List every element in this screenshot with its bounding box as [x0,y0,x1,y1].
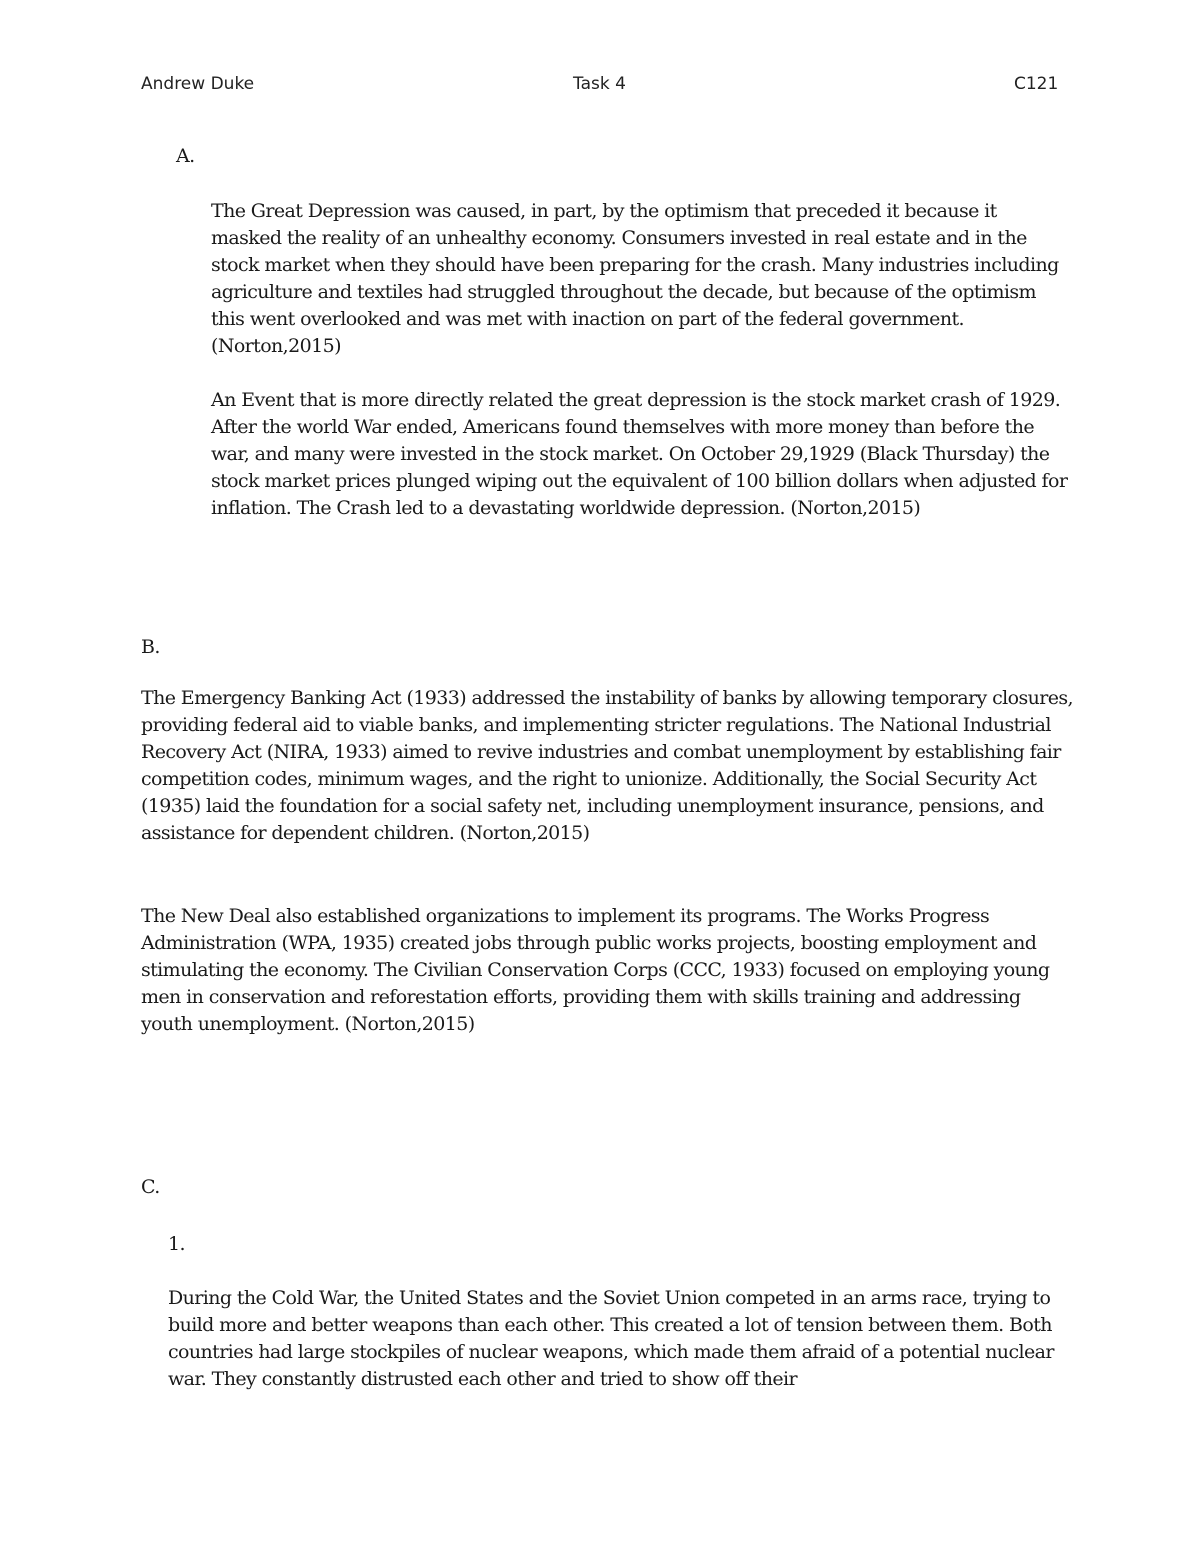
section-c-paragraph-1: During the Cold War, the United States and the Soviet Union competed in an arms race, trying to build more and better weapons than each other. This created a lot of tension between them. Both countries had large stockpiles of nuclear weapons, which made them afraid of a potential nuclear war. They constantly distrusted each other and tried to show off their [168,1287,1054,1390]
section-a-paragraph-1: The Great Depression was caused, in part, by the optimism that preceded it because it masked the reality of an unhealthy economy. Consumers invested in real estate and in the stock market when they should have been preparing for the crash. Many industries including agriculture and textiles had struggled throughout the decade, but because of the optimism this went overlooked and was met with inaction on part of the federal government. (Norton,2015) [211,200,1059,357]
section-b-paragraph-2: The New Deal also established organizations to implement its programs. The Works Progress Administration (WPA, 1935) created jobs through public works projects, boosting employment and stimulating the economy. The Civilian Conservation Corps (CCC, 1933) focused on employing young men in conservation and reforestation efforts, providing them with skills training and addressing youth unemployment. (Norton,2015) [141,905,1050,1035]
section-a-label: A. [176,145,195,167]
section-c-subsection-1-label: 1. [168,1233,185,1255]
section-a-paragraph-2: An Event that is more directly related the great depression is the stock market crash of 1929. After the world War ended, Americans found themselves with more money than before the war, and many were invested in the stock market. On October 29,1929 (Black Thursday) the stock market prices plunged wiping out the equivalent of 100 billion dollars when adjusted for inflation. The Crash led to a devastating worldwide depression. (Norton,2015) [211,389,1068,519]
header-course: C121 [1014,74,1059,94]
section-c-label: C. [141,1176,160,1198]
section-b-label: B. [141,636,160,658]
header-task: Task 4 [573,74,626,94]
section-b-paragraph-1: The Emergency Banking Act (1933) addressed the instability of banks by allowing temporary closures, providing federal aid to viable banks, and implementing stricter regulations. The National Industrial Recovery Act (NIRA, 1933) aimed to revive industries and combat unemployment by establishing fair competition codes, minimum wages, and the right to unionize. Additionally, the Social Security Act (1935) laid the foundation for a social safety net, including unemployment insurance, pensions, and assistance for dependent children. (Norton,2015) [141,687,1073,844]
header-author: Andrew Duke [141,74,255,94]
